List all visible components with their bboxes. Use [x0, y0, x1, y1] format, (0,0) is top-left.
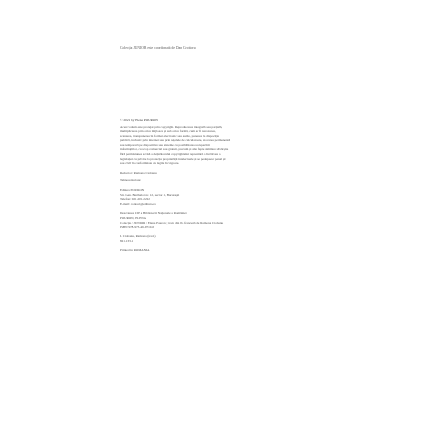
publisher-address: Str. Gen. Berthelot nr. 12, sector 1, Bucureşti [120, 192, 180, 197]
publisher-phone: Telefon: 021.201.2222 [120, 197, 150, 202]
copyright-section [120, 118, 335, 253]
cip-translator: I. Ciobanu, Ramona (trad.) [120, 234, 156, 239]
legal-line: fără permisiunea scrisă a deținătorului copyrightului reprezintă o încălcare a [120, 152, 221, 157]
editor-credit: Redactor: Ramona Ciobanu [120, 170, 157, 175]
cip-heading: Descrierea CIP a Bibliotecii Naţionale a României [120, 211, 187, 216]
cip-author: POURON, ELENA [120, 216, 147, 220]
publisher-name: Editura POURON [120, 188, 145, 193]
legal-text [120, 125, 335, 166]
publisher-email: E-mail: contact@editura.ro [120, 201, 156, 206]
legal-line: publică, inclusiv prin internet sau prin rețelele de calculatoare, stocarea permanentă [120, 138, 231, 143]
cip-udc: 821.133.1 [120, 238, 134, 243]
legal-line: legislației cu privire la protecția proprietății intelectuale și se pedepsesc penal și/ [120, 156, 227, 161]
series-credit: Colecția JUNIOR este coordonată de Dan Croitoru [120, 46, 196, 50]
cip-title: Colecția / JUNIOR / Elena Pouron ; trad. din lb. franceză de Ramona Ciobanu [120, 220, 224, 225]
publisher-info [120, 188, 335, 206]
cip-description [120, 211, 335, 252]
legal-line: multiplicarea prin orice mijloace și sub orice formă, cum ar fi xeroxarea, [120, 129, 216, 134]
legal-line: sau temporară pe dispozitive sau sisteme cu posibilitatea recuperării [120, 142, 210, 147]
legal-line: sau civil în conformitate cu legile în vigoare. [120, 161, 180, 166]
copyright-notice: © 2021 by Elena POURON [120, 118, 158, 122]
legal-line: informațiilor, cu scop comercial sau gratuit, precum și alte fapte similare săvârșite [120, 147, 229, 152]
legal-line: scanarea, transpunerea în format electronic sau audio, punerea la dispoziția [120, 133, 219, 138]
typesetting-credit: Tehnoredactare: [120, 178, 142, 183]
cip-isbn: ISBN 978-973-46-9710-0 [120, 225, 155, 230]
legal-line: Acest volum este protejat prin copyright. Reproducerea integrală sau parțială, [120, 124, 223, 129]
printed-in: Printed in ROMANIA [120, 248, 150, 253]
